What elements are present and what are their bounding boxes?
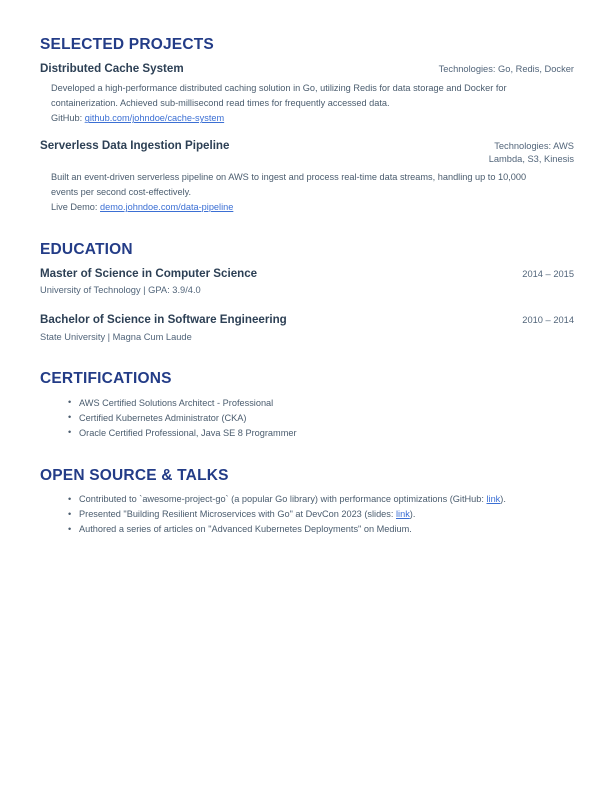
section-heading-certifications: CERTIFICATIONS [40, 370, 172, 388]
project-link-label: GitHub: [51, 113, 83, 124]
list-item [68, 492, 568, 507]
project-entry [40, 61, 574, 126]
list-item [68, 507, 568, 522]
project-description: Developed a high-performance distributed caching solution in Go, utilizing Redis for data storage and Docker for containerization. Achieved sub-millisecond read times for frequently accessed data. [51, 83, 507, 109]
project-technologies: Technologies: AWS Lambda, S3, Kinesis [488, 141, 574, 164]
project-demo-link[interactable]: demo.johndoe.com/data-pipeline [100, 202, 234, 213]
project-description-block [51, 170, 536, 215]
education-header-row [40, 312, 574, 328]
section-heading-open-source: OPEN SOURCE & TALKS [40, 466, 229, 484]
list-item-text-tail: ). [500, 494, 506, 505]
project-entry [40, 138, 574, 215]
talk-slides-link[interactable]: link [396, 509, 410, 520]
section-heading-education: EDUCATION [40, 240, 133, 258]
list-item: • Oracle Certified Professional, Java SE 8 Programmer [68, 426, 568, 441]
education-dates: 2010 – 2014 [522, 315, 574, 326]
spacer [40, 215, 574, 241]
section-education [40, 241, 574, 344]
section-open-source-talks [40, 467, 574, 538]
project-title: Distributed Cache System [40, 61, 184, 75]
education-entry [40, 312, 574, 344]
section-selected-projects [40, 36, 574, 215]
education-entry [40, 266, 574, 298]
list-item: • AWS Certified Solutions Architect - Professional [68, 396, 568, 411]
certifications-list [40, 396, 568, 441]
open-source-list [40, 492, 568, 537]
list-item [68, 522, 568, 537]
open-source-link[interactable]: link [486, 494, 501, 505]
list-item-text: Contributed to `awesome-project-go` (a popular Go library) with performance optimizations (GitHub: [79, 494, 487, 505]
project-description-block [51, 81, 536, 126]
spacer [40, 441, 574, 467]
education-institution: State University | Magna Cum Laude [40, 332, 192, 343]
education-institution: University of Technology | GPA: 3.9/4.0 [40, 285, 201, 296]
project-link-line [51, 111, 536, 126]
education-degree: Bachelor of Science in Software Engineering [40, 313, 287, 327]
education-header-row [40, 266, 574, 282]
list-item-text: Authored a series of articles on "Advanced Kubernetes Deployments" on Medium. [79, 524, 412, 535]
list-item: • Certified Kubernetes Administrator (CKA) [68, 411, 568, 426]
spacer [40, 344, 574, 370]
project-header-row [40, 61, 574, 77]
project-title: Serverless Data Ingestion Pipeline [40, 139, 230, 153]
project-description: Built an event-driven serverless pipeline on AWS to ingest and process real-time data streams, handling up to 10,000 events per second cost-effectively. [51, 172, 527, 198]
education-degree: Master of Science in Computer Science [40, 266, 258, 280]
education-dates: 2014 – 2015 [522, 268, 574, 279]
spacer [40, 126, 574, 138]
project-link-label: Live Demo: [51, 202, 98, 213]
section-certifications [40, 370, 574, 441]
section-heading-projects: SELECTED PROJECTS [40, 36, 214, 53]
list-item-text: Presented "Building Resilient Microservices with Go" at DevCon 2023 (slides: [79, 509, 396, 520]
project-link-line [51, 200, 536, 215]
spacer [40, 297, 574, 312]
project-github-link[interactable]: github.com/johndoe/cache-system [84, 113, 225, 124]
list-item-text-tail: ). [409, 509, 416, 520]
project-header-row [40, 138, 574, 165]
project-technologies: Technologies: Go, Redis, Docker [438, 63, 574, 74]
